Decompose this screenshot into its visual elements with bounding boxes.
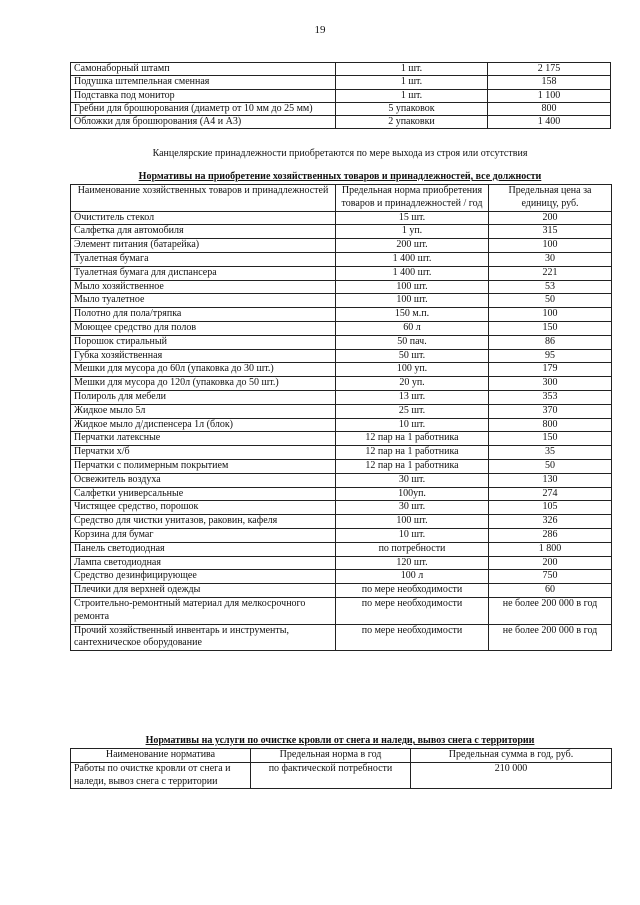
office-supplies-row-price: 1 400: [488, 116, 611, 129]
goods-row-name: Жидкое мыло 5л: [71, 404, 336, 418]
goods-row-norm: 30 шт.: [336, 501, 489, 515]
goods-section-title: Нормативы на приобретение хозяйственных товаров и принадлежностей, все должности: [138, 171, 542, 182]
office-supplies-row-name: Обложки для брошюрования (А4 и А3): [71, 116, 336, 129]
goods-row-norm: 12 пар на 1 работника: [336, 432, 489, 446]
goods-row-name: Мешки для мусора до 60л (упаковка до 30 шт.): [71, 363, 336, 377]
goods-row-name: Перчатки х/б: [71, 446, 336, 460]
goods-row: [71, 515, 612, 529]
office-supplies-row-price: 1 100: [488, 89, 611, 102]
office-supplies-row-norm: 1 шт.: [336, 89, 488, 102]
goods-row-norm: 100уп.: [336, 487, 489, 501]
goods-row-norm: по мере необходимости: [336, 624, 489, 651]
goods-row-price: 300: [489, 377, 612, 391]
goods-row: [71, 225, 612, 239]
goods-row-price: 179: [489, 363, 612, 377]
goods-header-price: Предельная цена за единицу, руб.: [489, 185, 612, 212]
office-supplies-row: [71, 76, 611, 89]
goods-row-name: Средство для чистки унитазов, раковин, кафеля: [71, 515, 336, 529]
goods-row: [71, 377, 612, 391]
goods-row-name: Полироль для мебели: [71, 390, 336, 404]
goods-row-name: Освежитель воздуха: [71, 473, 336, 487]
goods-row-price: 221: [489, 266, 612, 280]
goods-row-price: 286: [489, 528, 612, 542]
goods-row-price: 353: [489, 390, 612, 404]
goods-row: [71, 528, 612, 542]
goods-row-norm: по мере необходимости: [336, 597, 489, 624]
goods-row: [71, 363, 612, 377]
goods-row: [71, 446, 612, 460]
goods-row-name: Прочий хозяйственный инвентарь и инструменты, сантехническое оборудование: [71, 624, 336, 651]
goods-row-norm: 1 400 шт.: [336, 252, 489, 266]
office-supplies-row-name: Самонаборный штамп: [71, 63, 336, 76]
office-supplies-row-name: Гребни для брошюрования (диаметр от 10 мм до 25 мм): [71, 102, 336, 115]
goods-row: [71, 308, 612, 322]
goods-row: [71, 473, 612, 487]
office-supplies-row-price: 2 175: [488, 63, 611, 76]
office-supplies-table: [70, 62, 611, 129]
snow-row: [71, 762, 612, 789]
goods-header-norm: Предельная норма приобретения товаров и принадлежностей / год: [336, 185, 489, 212]
goods-row: [71, 390, 612, 404]
goods-row-name: Элемент питания (батарейка): [71, 239, 336, 253]
goods-row-price: 100: [489, 239, 612, 253]
goods-row-price: 100: [489, 308, 612, 322]
goods-row-name: Лампа светодиодная: [71, 556, 336, 570]
goods-row-norm: 1 400 шт.: [336, 266, 489, 280]
goods-row-norm: 20 уп.: [336, 377, 489, 391]
office-supplies-row: [71, 89, 611, 102]
goods-row: [71, 459, 612, 473]
goods-table: [70, 184, 612, 651]
goods-row: [71, 335, 612, 349]
goods-row-price: 30: [489, 252, 612, 266]
goods-row: [71, 349, 612, 363]
goods-row-norm: 100 шт.: [336, 294, 489, 308]
office-supplies-row: [71, 63, 611, 76]
goods-row-norm: 15 шт.: [336, 211, 489, 225]
goods-row-price: 150: [489, 321, 612, 335]
goods-row-norm: 60 л: [336, 321, 489, 335]
office-supplies-row-name: Подушка штемпельная сменная: [71, 76, 336, 89]
office-supplies-note: Канцелярские принадлежности приобретаются по мере выхода из строя или отсутствия: [152, 148, 528, 159]
goods-row-norm: 12 пар на 1 работника: [336, 459, 489, 473]
office-supplies-row-name: Подставка под монитор: [71, 89, 336, 102]
goods-row: [71, 487, 612, 501]
goods-row: [71, 211, 612, 225]
goods-row-norm: 12 пар на 1 работника: [336, 446, 489, 460]
goods-row: [71, 280, 612, 294]
goods-row: [71, 266, 612, 280]
goods-row-price: 326: [489, 515, 612, 529]
goods-row-name: Панель светодиодная: [71, 542, 336, 556]
goods-row: [71, 556, 612, 570]
goods-row-price: 130: [489, 473, 612, 487]
goods-row-name: Моющее средство для полов: [71, 321, 336, 335]
goods-row-price: 95: [489, 349, 612, 363]
goods-row-price: 150: [489, 432, 612, 446]
snow-table-header-row: [71, 749, 612, 763]
goods-row-norm: 200 шт.: [336, 239, 489, 253]
office-supplies-row-norm: 2 упаковки: [336, 116, 488, 129]
goods-row: [71, 404, 612, 418]
goods-row-name: Корзина для бумаг: [71, 528, 336, 542]
goods-row-price: 50: [489, 459, 612, 473]
goods-row: [71, 584, 612, 598]
goods-row: [71, 501, 612, 515]
goods-row-price: 86: [489, 335, 612, 349]
goods-row-norm: 120 шт.: [336, 556, 489, 570]
goods-row: [71, 432, 612, 446]
goods-row: [71, 570, 612, 584]
goods-row-norm: 50 шт.: [336, 349, 489, 363]
goods-row-price: 60: [489, 584, 612, 598]
goods-row-norm: 13 шт.: [336, 390, 489, 404]
office-supplies-row-norm: 1 шт.: [336, 76, 488, 89]
goods-row-norm: 100 л: [336, 570, 489, 584]
snow-row-norm: по фактической потребности: [251, 762, 411, 789]
goods-row-name: Порошок стиральный: [71, 335, 336, 349]
goods-row-norm: 100 шт.: [336, 515, 489, 529]
goods-row-price: 200: [489, 211, 612, 225]
goods-row-name: Перчатки латексные: [71, 432, 336, 446]
goods-row: [71, 321, 612, 335]
goods-table-body: [71, 211, 612, 651]
goods-row-price: 800: [489, 418, 612, 432]
goods-row-price: не более 200 000 в год: [489, 597, 612, 624]
goods-row-norm: 150 м.п.: [336, 308, 489, 322]
goods-row-norm: 100 уп.: [336, 363, 489, 377]
goods-row-price: 50: [489, 294, 612, 308]
office-supplies-row-price: 158: [488, 76, 611, 89]
goods-row-price: 1 800: [489, 542, 612, 556]
goods-row-price: 750: [489, 570, 612, 584]
snow-table: [70, 748, 612, 789]
office-supplies-table-body: [71, 63, 611, 129]
goods-row-name: Салфетка для автомобиля: [71, 225, 336, 239]
goods-row-norm: 100 шт.: [336, 280, 489, 294]
goods-table-header-row: [71, 185, 612, 212]
snow-header-sum: Предельная сумма в год, руб.: [411, 749, 612, 763]
snow-header-norm: Предельная норма в год: [251, 749, 411, 763]
goods-row-name: Полотно для пола/тряпка: [71, 308, 336, 322]
goods-row-name: Салфетки универсальные: [71, 487, 336, 501]
goods-row-norm: 30 шт.: [336, 473, 489, 487]
goods-row: [71, 597, 612, 624]
goods-row-name: Чистящее средство, порошок: [71, 501, 336, 515]
goods-header-name: Наименование хозяйственных товаров и принадлежностей: [71, 185, 336, 212]
snow-row-name: Работы по очистке кровли от снега и наледи, вывоз снега с территории: [71, 762, 251, 789]
goods-row: [71, 239, 612, 253]
goods-row-price: 315: [489, 225, 612, 239]
goods-row-norm: 10 шт.: [336, 528, 489, 542]
goods-row-norm: 10 шт.: [336, 418, 489, 432]
goods-row-name: Перчатки с полимерным покрытием: [71, 459, 336, 473]
goods-row-name: Плечики для верхней одежды: [71, 584, 336, 598]
goods-row-norm: по мере необходимости: [336, 584, 489, 598]
goods-row: [71, 542, 612, 556]
snow-table-body: [71, 762, 612, 789]
office-supplies-row-price: 800: [488, 102, 611, 115]
goods-row: [71, 418, 612, 432]
goods-row-name: Туалетная бумага для диспансера: [71, 266, 336, 280]
goods-row-norm: 1 уп.: [336, 225, 489, 239]
goods-row-name: Туалетная бумага: [71, 252, 336, 266]
snow-section-title: Нормативы на услуги по очистке кровли от снега и наледи, вывоз снега с территории: [145, 735, 535, 746]
page-number: 19: [314, 24, 326, 36]
goods-row-name: Строительно-ремонтный материал для мелкосрочного ремонта: [71, 597, 336, 624]
goods-row-name: Жидкое мыло д/диспенсера 1л (блок): [71, 418, 336, 432]
snow-row-sum: 210 000: [411, 762, 612, 789]
goods-row-name: Мыло хозяйственное: [71, 280, 336, 294]
goods-row-price: 274: [489, 487, 612, 501]
goods-row: [71, 624, 612, 651]
goods-row: [71, 294, 612, 308]
goods-row-norm: по потребности: [336, 542, 489, 556]
goods-row-norm: 25 шт.: [336, 404, 489, 418]
snow-header-name: Наименование норматива: [71, 749, 251, 763]
goods-row-name: Мыло туалетное: [71, 294, 336, 308]
goods-row-price: 105: [489, 501, 612, 515]
goods-row-price: не более 200 000 в год: [489, 624, 612, 651]
goods-row: [71, 252, 612, 266]
office-supplies-row-norm: 1 шт.: [336, 63, 488, 76]
office-supplies-row: [71, 116, 611, 129]
goods-row-name: Очиститель стекол: [71, 211, 336, 225]
goods-row-name: Средство дезинфицирующее: [71, 570, 336, 584]
office-supplies-row: [71, 102, 611, 115]
goods-row-norm: 50 пач.: [336, 335, 489, 349]
goods-row-price: 200: [489, 556, 612, 570]
goods-row-name: Губка хозяйственная: [71, 349, 336, 363]
goods-row-name: Мешки для мусора до 120л (упаковка до 50 шт.): [71, 377, 336, 391]
goods-row-price: 35: [489, 446, 612, 460]
goods-row-price: 370: [489, 404, 612, 418]
office-supplies-row-norm: 5 упаковок: [336, 102, 488, 115]
goods-row-price: 53: [489, 280, 612, 294]
